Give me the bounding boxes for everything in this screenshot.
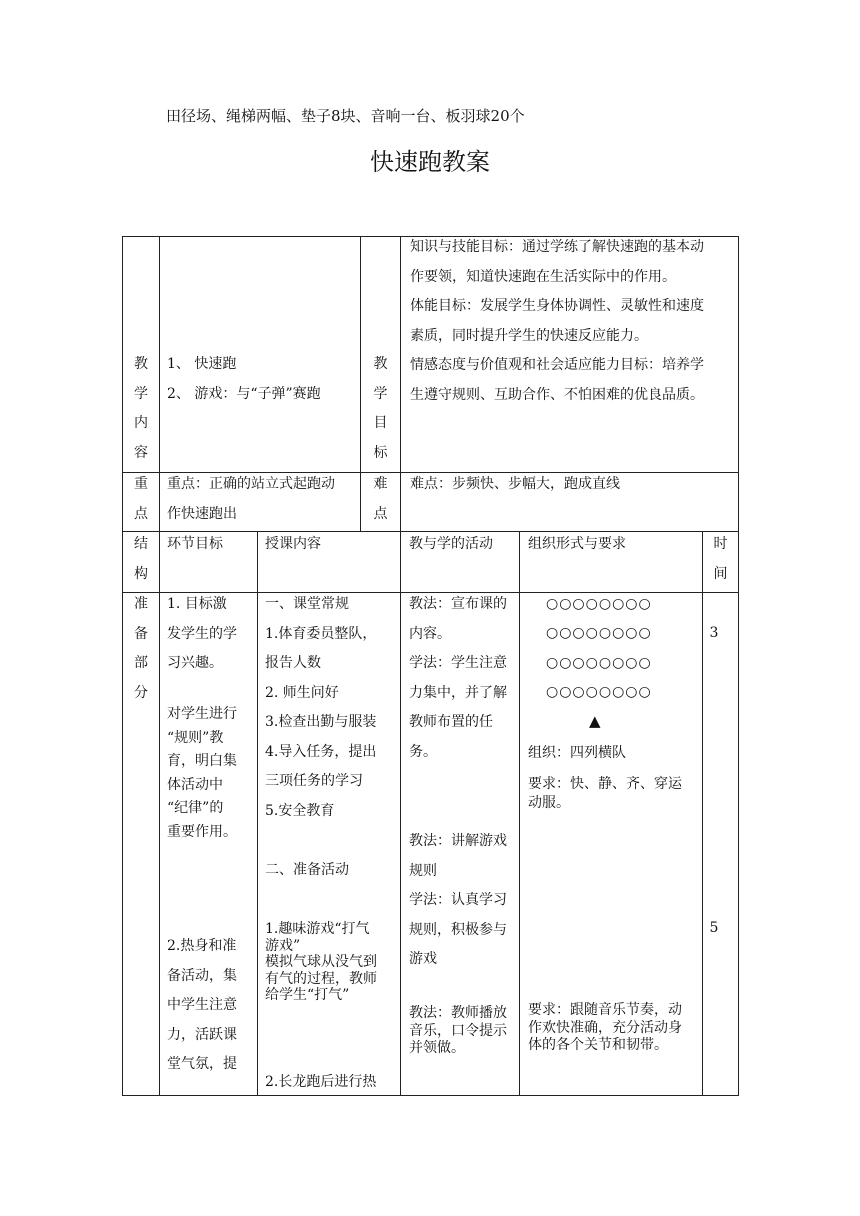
time-minutes-1: 3 (709, 625, 719, 641)
activity-announce: 教法：宣布课的 内容。 学法：学生注意 力集中，并了解 教师布置的任 务。 (409, 596, 507, 760)
content-warmup-game: 1.趣味游戏“打气 游戏” 模拟气球从没气到 有气的过程，教师 给学生“打气” (265, 921, 377, 1003)
organization-text: 组织：四列横队 (528, 745, 626, 761)
formation-row: ○○○○○○○○ (546, 625, 652, 641)
difficulty-point: 难点：步频快、步幅大，跑成直线 (410, 476, 620, 492)
content-class-routine: 一、课堂常规 1.体育委员整队， 报告人数 2. 师生问好 3.检查出勤与服装 4.导入任务，提出 三项任务的学习 5.安全教育 (265, 596, 377, 819)
column-divider (257, 531, 258, 1096)
content-warmup-run: 2.长龙跑后进行热 (265, 1074, 377, 1090)
equipment-line: 田径场、绳梯两幅、垫子8块、音响一台、板羽球20个 (166, 107, 525, 125)
key-point: 重点：正确的站立式起跑动 作快速跑出 (167, 476, 335, 522)
activity-music: 教法：教师播放 音乐，口令提示 并领做。 (409, 1005, 507, 1056)
label-teaching-goals: 教 学 目 标 (373, 356, 388, 461)
section-goal-2: 2.热身和准 备活动，集 中学生注意 力，活跃课 堂气氛，提 (167, 938, 237, 1072)
teaching-goals: 知识与技能目标：通过学练了解快速跑的基本动 作要领，知道快速跑在生活实际中的作用。 体能目标：发展学生身体协调性、灵敏性和速度 素质，同时提升学生的快速反应能力。 情感态度与价值观和社会适应能力目标：培养学 生遵守规则、互助合作、不怕困难的优良品质。 (410, 239, 704, 403)
formation-row: ○○○○○○○○ (546, 596, 652, 612)
column-divider (702, 531, 703, 1096)
table-border-bottom (122, 1095, 739, 1096)
requirement-1: 要求：快、静、齐、穿运 动服。 (528, 776, 682, 811)
activity-game-rules: 教法：讲解游戏 规则 学法：认真学习 规则，积极参与 游戏 (409, 833, 507, 967)
requirement-2: 要求：跟随音乐节奏，动 作欢快准确，充分活动身 体的各个关节和韧带。 (528, 1002, 682, 1053)
teaching-content: 1、 快速跑 2、 游戏：与“子弹”赛跑 (167, 356, 321, 402)
time-minutes-2: 5 (709, 920, 719, 936)
header-structure: 结 构 (134, 536, 148, 582)
header-teaching-content: 授课内容 (265, 536, 321, 552)
header-section-goal: 环节目标 (167, 536, 223, 552)
column-divider (519, 531, 520, 1096)
section-goal-1-detail: 对学生进行 “规则”教 育，明白集 体活动中 “纪律”的 重要作用。 (167, 706, 237, 840)
header-time: 时 间 (713, 536, 728, 582)
label-preparation-part: 准 备 部 分 (134, 596, 148, 701)
column-divider (400, 236, 401, 1096)
label-key-point: 重 点 (134, 476, 148, 522)
teacher-position-icon: ▲ (589, 712, 601, 730)
formation-row: ○○○○○○○○ (546, 655, 652, 671)
label-difficulty: 难 点 (373, 476, 388, 522)
table-border-right (738, 236, 739, 1096)
section-goal-1: 1. 目标激 发学生的学 习兴趣。 (167, 596, 237, 671)
header-organization: 组织形式与要求 (528, 536, 626, 552)
column-divider (159, 236, 160, 1096)
content-warmup-title: 二、准备活动 (265, 862, 349, 878)
label-teaching-content: 教 学 内 容 (134, 356, 148, 461)
header-activities: 教与学的活动 (409, 536, 493, 552)
formation-row: ○○○○○○○○ (546, 684, 652, 700)
page-title: 快速跑教案 (370, 148, 490, 176)
